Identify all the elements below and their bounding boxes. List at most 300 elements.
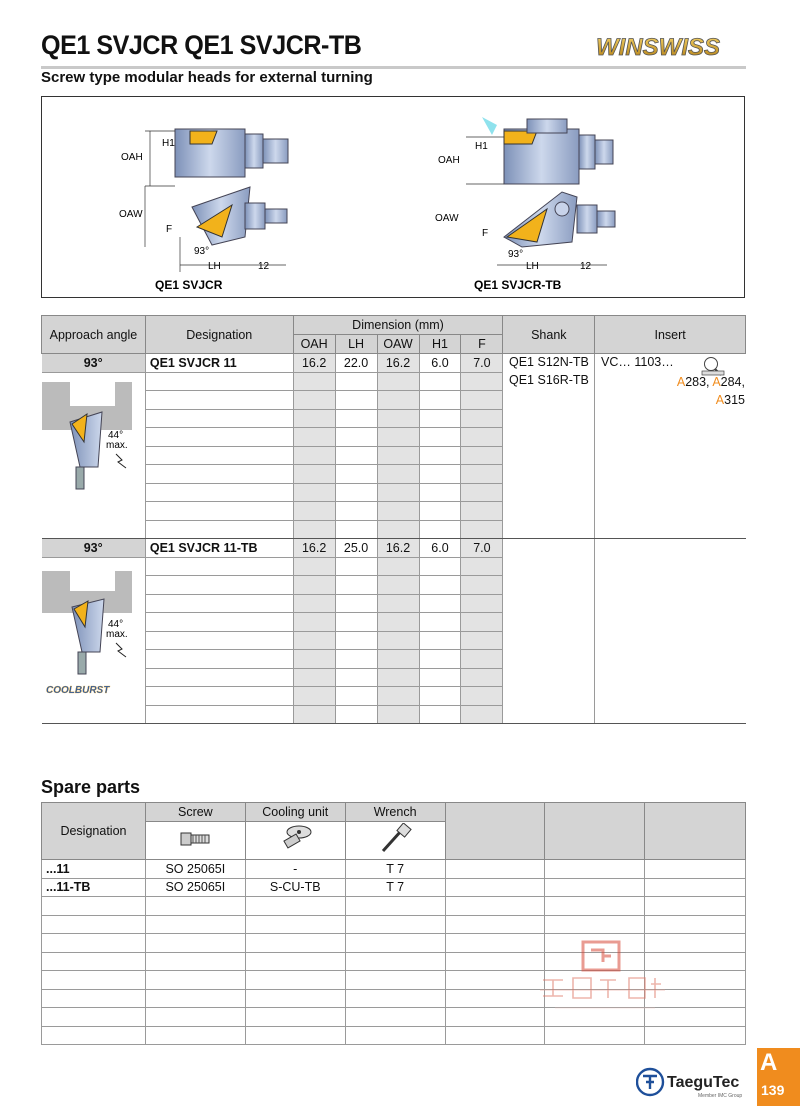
dimension-oaw-cell: 16.2 <box>377 539 419 558</box>
insert-cell <box>595 520 746 539</box>
spare-empty-cell <box>645 915 746 934</box>
dimension-h1-cell-empty <box>419 391 461 410</box>
dimension-f-cell-empty <box>461 594 503 613</box>
spare-empty-cell <box>445 915 545 934</box>
max-label: max. <box>106 440 128 451</box>
footer-brand: TaeguTec <box>667 1074 740 1091</box>
shank-item: QE1 S16R-TB <box>509 373 589 387</box>
tool-drawings <box>42 97 744 297</box>
dimension-lh-cell: 22.0 <box>335 354 377 373</box>
winswiss-logo <box>592 32 747 60</box>
dimension-lh-cell-empty <box>335 502 377 521</box>
right-oaw-label: OAW <box>435 213 459 224</box>
spare-row <box>42 878 746 897</box>
wrench-icon <box>375 823 415 855</box>
header-f: F <box>461 335 503 354</box>
header-shank: Shank <box>503 316 595 354</box>
ref-prefix: A <box>712 375 721 389</box>
dimension-oah-cell-empty <box>293 668 335 687</box>
product-row-empty <box>42 483 746 502</box>
spare-wrench-cell <box>345 934 445 953</box>
approach-thumbnail-coolant <box>42 567 142 702</box>
spare-empty-cell <box>545 1026 645 1045</box>
dimension-f-cell-empty <box>461 520 503 539</box>
dimension-h1-cell-empty <box>419 446 461 465</box>
dimension-lh-cell-empty <box>335 613 377 632</box>
spare-designation-cell: ...11-TB <box>42 878 146 897</box>
spare-wrench-cell <box>345 989 445 1008</box>
spare-screw-cell <box>145 915 245 934</box>
cooling-unit-image-cell <box>245 822 345 860</box>
designation-cell-empty <box>145 687 293 706</box>
approach-thumb-cell <box>42 502 146 521</box>
spare-empty-cell <box>645 897 746 916</box>
dimension-h1-cell: 6.0 <box>419 539 461 558</box>
insert-cell <box>595 502 746 521</box>
spare-row <box>42 897 746 916</box>
insert-info <box>601 353 745 409</box>
shank-cell <box>503 483 595 502</box>
dimension-oaw-cell-empty <box>377 650 419 669</box>
max-angle-label: 44° <box>108 430 124 441</box>
dimension-h1-cell-empty <box>419 502 461 521</box>
shank-cell <box>503 409 595 428</box>
brand-wordmark: WINSWISS <box>596 34 720 60</box>
ref-prefix: A <box>676 375 686 389</box>
dimension-h1-cell-empty <box>419 687 461 706</box>
spare-header-empty <box>645 803 746 860</box>
spare-screw-cell <box>145 897 245 916</box>
spare-designation-cell <box>42 915 146 934</box>
header-insert: Insert <box>595 316 746 354</box>
spare-row <box>42 915 746 934</box>
insert-cell <box>595 576 746 595</box>
spare-wrench-cell <box>345 915 445 934</box>
dimension-f-cell-empty <box>461 502 503 521</box>
dimension-h1-cell-empty <box>419 428 461 447</box>
product-row-empty <box>42 557 746 576</box>
designation-cell-empty <box>145 576 293 595</box>
left-oaw-label: OAW <box>119 209 143 220</box>
right-side-view <box>466 117 613 184</box>
spare-empty-cell <box>645 878 746 897</box>
dimension-lh-cell-empty <box>335 391 377 410</box>
spare-header-empty <box>445 803 545 860</box>
dimension-h1-cell-empty <box>419 483 461 502</box>
dimension-oaw-cell-empty <box>377 613 419 632</box>
dimension-h1-cell-empty <box>419 705 461 724</box>
dimension-f-cell-empty <box>461 465 503 484</box>
designation-cell-empty <box>145 483 293 502</box>
spare-wrench-cell <box>345 952 445 971</box>
dimension-h1-cell-empty <box>419 372 461 391</box>
dimension-oah-cell-empty <box>293 483 335 502</box>
product-row-empty <box>42 409 746 428</box>
dimension-h1-cell-empty <box>419 465 461 484</box>
header-designation: Designation <box>145 316 293 354</box>
dimension-lh-cell-empty <box>335 557 377 576</box>
spare-cooling-cell <box>245 971 345 990</box>
spare-designation-cell: ...11 <box>42 860 146 879</box>
dimension-f-cell-empty <box>461 613 503 632</box>
right-12-label: 12 <box>580 261 592 272</box>
designation-cell-empty <box>145 446 293 465</box>
spare-wrench-cell <box>345 971 445 990</box>
shank-cell <box>503 539 595 558</box>
insert-cell <box>595 483 746 502</box>
product-row-empty <box>42 631 746 650</box>
dimension-oah-cell-empty <box>293 502 335 521</box>
dimension-f-cell: 7.0 <box>461 354 503 373</box>
max-label: max. <box>106 629 128 640</box>
wrench-image-cell <box>345 822 445 860</box>
shank-list <box>509 353 589 389</box>
designation-cell-empty <box>145 520 293 539</box>
designation-cell-empty <box>145 631 293 650</box>
spare-designation-cell <box>42 1008 146 1027</box>
shank-item: QE1 S12N-TB <box>509 355 589 369</box>
watermark-logo <box>535 940 675 1015</box>
spare-parts-title: Spare parts <box>41 777 141 797</box>
dimension-lh-cell-empty <box>335 668 377 687</box>
right-angle-label: 93° <box>508 249 524 260</box>
dimension-oah-cell-empty <box>293 594 335 613</box>
spare-empty-cell <box>445 1008 545 1027</box>
header-oah: OAH <box>293 335 335 354</box>
dimension-oaw-cell-empty <box>377 668 419 687</box>
shank-cell <box>503 446 595 465</box>
dimension-oah-cell-empty <box>293 391 335 410</box>
spare-screw-cell <box>145 989 245 1008</box>
shank-cell <box>503 520 595 539</box>
header-lh: LH <box>335 335 377 354</box>
dimension-lh-cell-empty <box>335 428 377 447</box>
dimension-oaw-cell-empty <box>377 631 419 650</box>
dimension-oaw-cell-empty <box>377 428 419 447</box>
approach-thumbnail-standard <box>42 372 142 492</box>
dimension-h1-cell-empty <box>419 557 461 576</box>
insert-cell <box>595 557 746 576</box>
dimension-f-cell-empty <box>461 428 503 447</box>
dimension-oaw-cell-empty <box>377 705 419 724</box>
product-row-empty <box>42 465 746 484</box>
designation-cell-empty <box>145 594 293 613</box>
dimension-lh-cell-empty <box>335 650 377 669</box>
shank-cell <box>503 465 595 484</box>
dimension-oaw-cell-empty <box>377 409 419 428</box>
product-row-empty <box>42 594 746 613</box>
left-h1-label: H1 <box>162 138 175 149</box>
right-lh-label: LH <box>526 261 539 272</box>
spare-empty-cell <box>545 860 645 879</box>
dimension-oah-cell-empty <box>293 631 335 650</box>
insert-code: VC… 1103… <box>601 355 674 369</box>
dimension-f-cell-empty <box>461 705 503 724</box>
dimension-f-cell-empty <box>461 483 503 502</box>
spare-empty-cell <box>645 1026 746 1045</box>
ref-prefix: A <box>715 393 725 407</box>
designation-cell-empty <box>145 613 293 632</box>
dimension-oah-cell-empty <box>293 705 335 724</box>
spare-designation-cell <box>42 1026 146 1045</box>
designation-cell-empty <box>145 650 293 669</box>
product-row-empty <box>42 520 746 539</box>
feed-arrows-icon <box>116 454 126 468</box>
dimension-oaw-cell-empty <box>377 576 419 595</box>
dimension-f-cell-empty <box>461 446 503 465</box>
dimension-oah-cell-empty <box>293 650 335 669</box>
insert-cell <box>595 631 746 650</box>
dimension-oaw-cell-empty <box>377 483 419 502</box>
product-row-empty <box>42 668 746 687</box>
dimension-oaw-cell-empty <box>377 687 419 706</box>
dimension-oah-cell-empty <box>293 576 335 595</box>
cooling-unit-icon <box>275 823 315 855</box>
spare-screw-cell <box>145 952 245 971</box>
dimension-oah-cell-empty <box>293 613 335 632</box>
dimension-h1-cell-empty <box>419 576 461 595</box>
dimension-oah-cell-empty <box>293 557 335 576</box>
right-h1-label: H1 <box>475 141 488 152</box>
spare-cooling-cell: - <box>245 860 345 879</box>
designation-cell-empty <box>145 391 293 410</box>
dimension-lh-cell-empty <box>335 465 377 484</box>
header-oaw: OAW <box>377 335 419 354</box>
dimension-f-cell-empty <box>461 372 503 391</box>
taegutec-logo <box>636 1066 752 1100</box>
spare-screw-cell <box>145 1026 245 1045</box>
shank-cell <box>503 613 595 632</box>
spare-header-designation: Designation <box>42 803 146 860</box>
dimension-f-cell: 7.0 <box>461 539 503 558</box>
spare-screw-cell: SO 25065I <box>145 878 245 897</box>
insert-cell <box>595 446 746 465</box>
designation-cell-empty <box>145 705 293 724</box>
dimension-f-cell-empty <box>461 391 503 410</box>
screw-image-cell <box>145 822 245 860</box>
spare-header-cooling: Cooling unit <box>245 803 345 822</box>
designation-cell-empty <box>145 465 293 484</box>
dimension-lh-cell-empty <box>335 409 377 428</box>
dimension-lh-cell-empty <box>335 687 377 706</box>
designation-cell-empty <box>145 502 293 521</box>
shank-cell <box>503 576 595 595</box>
spare-empty-cell <box>545 897 645 916</box>
dimension-h1-cell: 6.0 <box>419 354 461 373</box>
dimension-f-cell-empty <box>461 687 503 706</box>
product-row <box>42 539 746 558</box>
dimension-oaw-cell-empty <box>377 594 419 613</box>
right-f-label: F <box>482 228 489 239</box>
spare-designation-cell <box>42 897 146 916</box>
spare-header-screw: Screw <box>145 803 245 822</box>
spare-row <box>42 1026 746 1045</box>
dimension-f-cell-empty <box>461 576 503 595</box>
spare-empty-cell <box>545 915 645 934</box>
dimension-f-cell-empty <box>461 650 503 669</box>
spare-screw-cell <box>145 934 245 953</box>
right-oah-label: OAH <box>438 155 460 166</box>
dimension-h1-cell-empty <box>419 650 461 669</box>
dimension-h1-cell-empty <box>419 631 461 650</box>
page-title: QE1 SVJCR QE1 SVJCR-TB <box>41 30 362 60</box>
spare-designation-cell <box>42 934 146 953</box>
page-subtitle: Screw type modular heads for external turning <box>41 69 373 86</box>
spare-wrench-cell <box>345 1008 445 1027</box>
dimension-oah-cell-empty <box>293 520 335 539</box>
insert-cell <box>595 465 746 484</box>
product-row-empty <box>42 705 746 724</box>
designation-cell-empty <box>145 409 293 428</box>
spare-empty-cell <box>445 878 545 897</box>
product-row-empty <box>42 446 746 465</box>
ref-number: 315 <box>724 393 745 407</box>
spare-designation-cell <box>42 971 146 990</box>
product-row-empty <box>42 576 746 595</box>
spare-empty-cell <box>445 971 545 990</box>
designation-cell-empty <box>145 557 293 576</box>
dimension-f-cell-empty <box>461 409 503 428</box>
dimension-oah-cell-empty <box>293 687 335 706</box>
left-12-label: 12 <box>258 261 270 272</box>
shank-cell <box>503 687 595 706</box>
spare-screw-cell <box>145 1008 245 1027</box>
feed-arrows-icon <box>116 643 126 657</box>
ref-number: 284 <box>720 375 742 389</box>
ref-number: 283 <box>685 375 707 389</box>
shank-cell <box>503 428 595 447</box>
shank-cell <box>503 557 595 576</box>
coolburst-logo: COOLBURST <box>46 685 110 696</box>
spare-screw-cell <box>145 971 245 990</box>
dimension-lh-cell-empty <box>335 372 377 391</box>
dimension-oah-cell-empty <box>293 465 335 484</box>
dimension-lh-cell-empty <box>335 520 377 539</box>
dimension-oah-cell-empty <box>293 372 335 391</box>
dimension-oah-cell: 16.2 <box>293 354 335 373</box>
header-h1: H1 <box>419 335 461 354</box>
left-f-label: F <box>166 224 173 235</box>
spare-cooling-cell <box>245 1026 345 1045</box>
shank-cell <box>503 631 595 650</box>
product-row-empty <box>42 502 746 521</box>
dimension-oaw-cell-empty <box>377 520 419 539</box>
spare-wrench-cell: T 7 <box>345 860 445 879</box>
spare-empty-cell <box>545 878 645 897</box>
dimension-lh-cell-empty <box>335 705 377 724</box>
insert-page-refs: A283, A284, A315 <box>676 375 745 407</box>
dimension-lh-cell-empty <box>335 446 377 465</box>
dimension-oaw-cell-empty <box>377 557 419 576</box>
dimension-oaw-cell: 16.2 <box>377 354 419 373</box>
product-row-empty <box>42 687 746 706</box>
spare-cooling-cell <box>245 989 345 1008</box>
shank-cell <box>503 705 595 724</box>
dimension-oah-cell-empty <box>293 428 335 447</box>
right-caption: QE1 SVJCR-TB <box>474 278 562 292</box>
dimension-h1-cell-empty <box>419 520 461 539</box>
spare-empty-cell <box>445 934 545 953</box>
insert-cell <box>595 668 746 687</box>
spare-header-empty <box>545 803 645 860</box>
insert-ref-a315[interactable] <box>716 393 745 407</box>
dimension-h1-cell-empty <box>419 613 461 632</box>
designation-cell: QE1 SVJCR 11-TB <box>145 539 293 558</box>
dimension-h1-cell-empty <box>419 668 461 687</box>
insert-ref-a284[interactable] <box>712 375 741 389</box>
spare-header-wrench: Wrench <box>345 803 445 822</box>
catalog-reference-icon <box>701 355 725 377</box>
dimension-oah-cell-empty <box>293 409 335 428</box>
section-letter: A <box>760 1049 778 1076</box>
approach-thumb-cell <box>42 705 146 724</box>
spare-cooling-cell <box>245 897 345 916</box>
approach-angle-cell: 93° <box>42 539 146 558</box>
approach-thumb-cell <box>42 520 146 539</box>
dimension-f-cell-empty <box>461 557 503 576</box>
designation-cell-empty <box>145 668 293 687</box>
spare-empty-cell <box>445 860 545 879</box>
insert-ref-a283[interactable] <box>677 375 706 389</box>
spare-designation-cell <box>42 952 146 971</box>
insert-cell <box>595 613 746 632</box>
footer-group: Member IMC Group <box>698 1093 743 1099</box>
dimension-oaw-cell-empty <box>377 372 419 391</box>
header-approach-angle: Approach angle <box>42 316 146 354</box>
designation-cell: QE1 SVJCR 11 <box>145 354 293 373</box>
spare-cooling-cell <box>245 1008 345 1027</box>
shank-cell <box>503 650 595 669</box>
dimension-lh-cell: 25.0 <box>335 539 377 558</box>
spare-cooling-cell <box>245 934 345 953</box>
dimension-lh-cell-empty <box>335 483 377 502</box>
shank-cell <box>503 594 595 613</box>
dimension-lh-cell-empty <box>335 631 377 650</box>
dimension-oah-cell-empty <box>293 446 335 465</box>
spare-wrench-cell <box>345 1026 445 1045</box>
designation-cell-empty <box>145 428 293 447</box>
header-dimension: Dimension (mm) <box>293 316 503 335</box>
designation-cell-empty <box>145 372 293 391</box>
spare-cooling-cell <box>245 915 345 934</box>
dimension-f-cell-empty <box>461 631 503 650</box>
product-row-empty <box>42 650 746 669</box>
spare-empty-cell <box>445 989 545 1008</box>
dimension-lh-cell-empty <box>335 576 377 595</box>
dimension-h1-cell-empty <box>419 409 461 428</box>
insert-cell <box>595 687 746 706</box>
spare-screw-cell: SO 25065I <box>145 860 245 879</box>
spare-row <box>42 860 746 879</box>
shank-cell <box>503 391 595 410</box>
dimension-h1-cell-empty <box>419 594 461 613</box>
left-caption: QE1 SVJCR <box>155 278 223 292</box>
spare-empty-cell <box>645 860 746 879</box>
dimension-lh-cell-empty <box>335 594 377 613</box>
tool-diagram-panel <box>41 96 745 298</box>
left-angle-label: 93° <box>194 246 210 257</box>
spare-designation-cell <box>42 989 146 1008</box>
insert-cell <box>595 409 746 428</box>
left-oah-label: OAH <box>121 152 143 163</box>
dimension-oaw-cell-empty <box>377 391 419 410</box>
insert-cell <box>595 705 746 724</box>
insert-cell <box>595 594 746 613</box>
insert-cell <box>595 539 746 558</box>
screw-icon <box>175 824 215 854</box>
insert-cell <box>595 428 746 447</box>
spare-cooling-cell: S-CU-TB <box>245 878 345 897</box>
